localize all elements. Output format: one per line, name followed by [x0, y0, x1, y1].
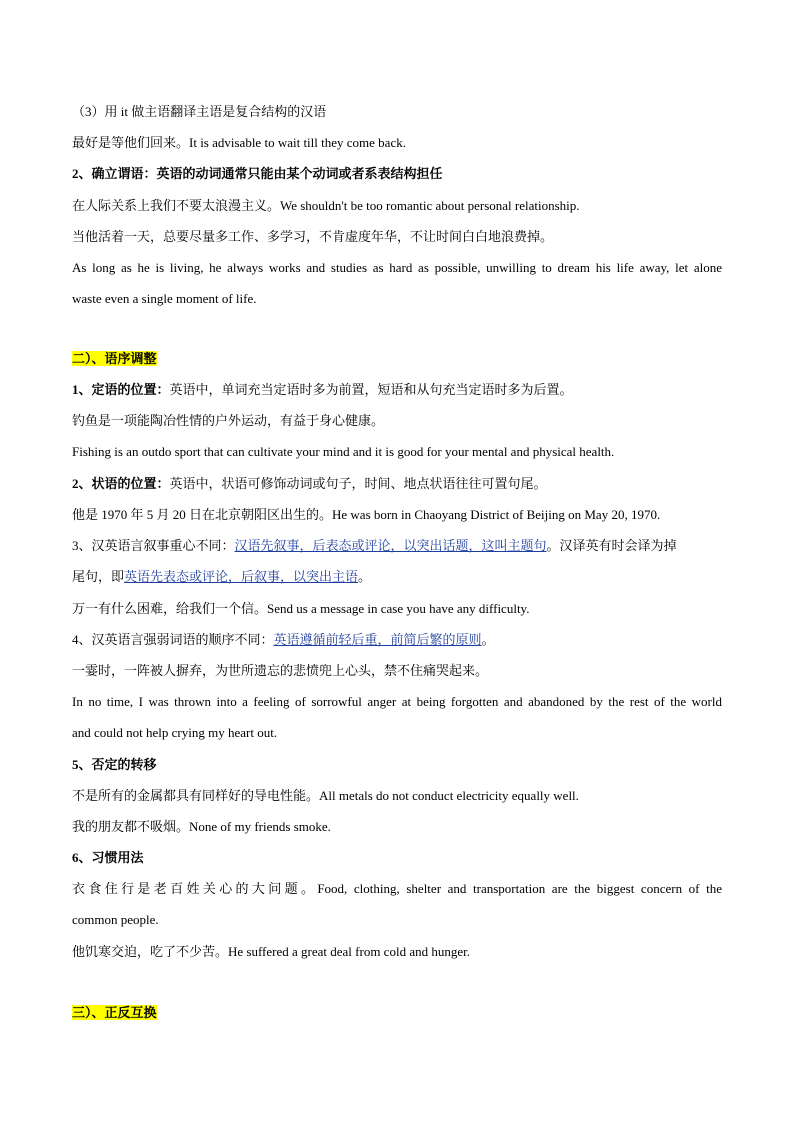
example-translation: waste even a single moment of life.	[72, 291, 257, 306]
example-translation: and could not help crying my heart out.	[72, 725, 278, 740]
example-sentence: 钓鱼是一项能陶冶性情的户外运动，有益于身心健康。	[72, 413, 385, 428]
example-sentence: 衣食住行是老百姓关心的大问题。Food, clothing, shelter and transportation are the biggest concern of the	[72, 881, 722, 896]
example-sentence: 一霎时，一阵被人摒弃，为世所遗忘的悲愤兜上心头，禁不住痛哭起来。	[72, 663, 489, 678]
example-sentence: 他饥寒交迫，吃了不少苦。He suffered a great deal from cold and hunger.	[72, 944, 470, 959]
subheading-it-subject: （3）用 it 做主语翻译主语是复合结构的汉语	[72, 104, 327, 119]
heading-negation-transfer: 5、否定的转移	[72, 757, 157, 772]
example-sentence: 万一有什么困难，给我们一个信。Send us a message in case you have any difficulty.	[72, 601, 530, 616]
heading-predicate: 2、确立谓语：英语的动词通常只能由某个动词或者系表结构担任	[72, 166, 443, 181]
heading-idiomatic-usage: 6、习惯用法	[72, 850, 144, 865]
section-heading-positive-negative: 三）、正反互换	[72, 1005, 157, 1020]
example-sentence: 我的朋友都不吸烟。None of my friends smoke.	[72, 819, 331, 834]
example-sentence: 他是 1970 年 5 月 20 日在北京朝阳区出生的。He was born in Chaoyang District of Beijing on May 20, 1970.	[72, 507, 661, 522]
example-sentence: 在人际关系上我们不要太浪漫主义。We shouldn't be too romantic about personal relationship.	[72, 198, 580, 213]
example-translation: As long as he is living, he always works and studies as hard as possible, unwilling to dream his life away, let alone	[72, 260, 722, 275]
document-page	[72, 0, 722, 1123]
example-sentence: 不是所有的金属都具有同样好的导电性能。All metals do not conduct electricity equally well.	[72, 788, 579, 803]
rule-adverbial-position: 2、状语的位置：英语中，状语可修饰动词或句子，时间、地点状语往往可置句尾。	[72, 476, 547, 491]
example-translation: Fishing is an outdo sport that can cultivate your mind and it is good for your mental and physical health.	[72, 444, 615, 459]
rule-attributive-position: 1、定语的位置：英语中，单词充当定语时多为前置，短语和从句充当定语时多为后置。	[72, 382, 573, 397]
rule-narrative-focus: 3、汉英语言叙事重心不同：汉语先叙事，后表态或评论，以突出话题，这叫主题句。汉译英有时会译为掉	[72, 538, 677, 553]
example-sentence: common people.	[72, 912, 159, 927]
example-translation: In no time, I was thrown into a feeling of sorrowful anger at being forgotten and abandoned by the rest of the world	[72, 694, 722, 709]
rule-emphasis-order: 4、汉英语言强弱词语的顺序不同：英语遵循前轻后重，前简后繁的原则。	[72, 632, 495, 647]
example-sentence: 最好是等他们回来。It is advisable to wait till they come back.	[72, 135, 406, 150]
section-heading-word-order: 二）、语序调整	[72, 351, 157, 366]
example-sentence: 当他活着一天，总要尽量多工作、多学习，不肯虚度年华，不让时间白白地浪费掉。	[72, 229, 554, 244]
rule-narrative-focus-cont: 尾句，即英语先表态或评论，后叙事，以突出主语。	[72, 569, 372, 584]
